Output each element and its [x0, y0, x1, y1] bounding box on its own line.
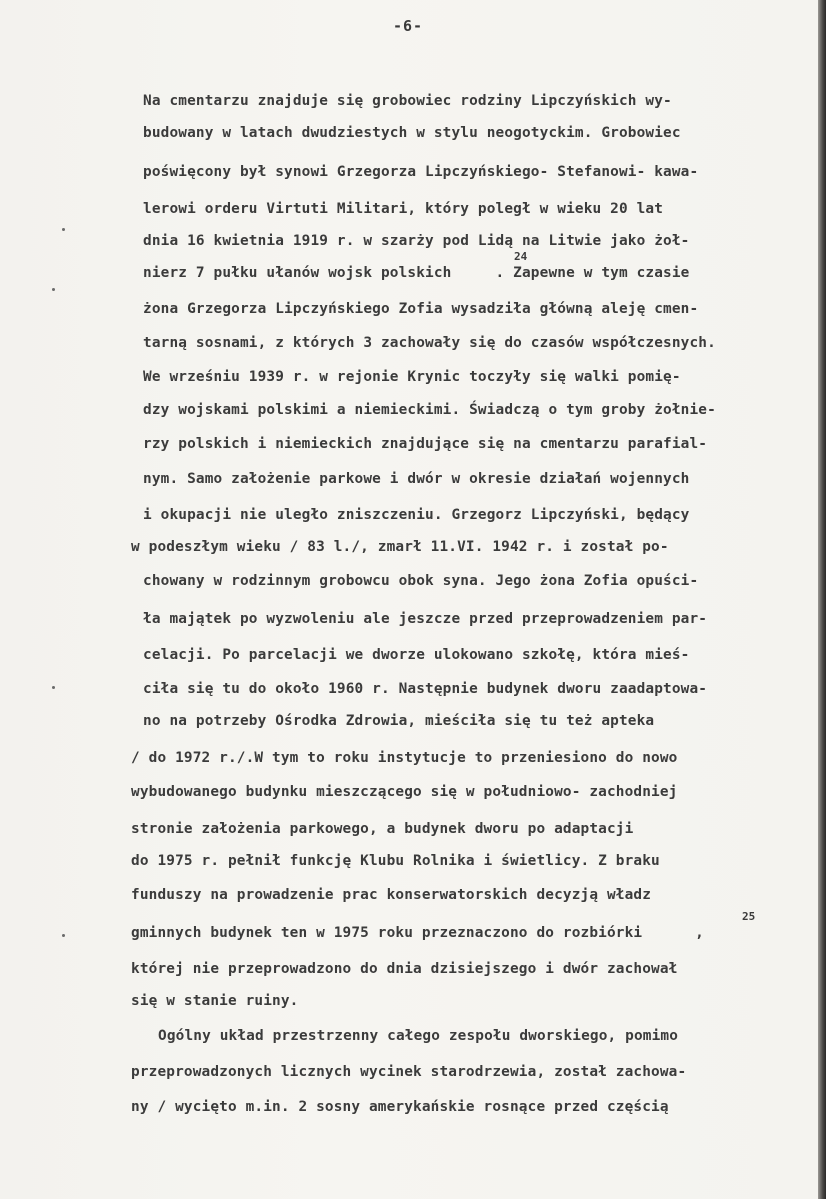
text-line: budowany w latach dwudziestych w stylu neogotyckim. Grobowiec — [143, 125, 681, 141]
text-line: Na cmentarzu znajduje się grobowiec rodziny Lipczyńskich wy- — [143, 93, 672, 109]
text-line: chowany w rodzinnym grobowcu obok syna. Jego żona Zofia opuści- — [143, 573, 699, 589]
footnote-marker: 24 — [514, 250, 528, 263]
text-line: poświęcony był synowi Grzegorza Lipczyńskiego- Stefanowi- kawa- — [143, 164, 699, 180]
text-line: / do 1972 r./.W tym to roku instytucje to przeniesiono do nowo — [131, 750, 678, 766]
paper-speck — [62, 228, 65, 231]
text-line: gminnych budynek ten w 1975 roku przeznaczono do rozbiórki , — [131, 925, 704, 941]
text-line: nierz 7 pułku ułanów wojsk polskich . Zapewne w tym czasie — [143, 265, 690, 281]
text-line: Ogólny układ przestrzenny całego zespołu dworskiego, pomimo — [158, 1028, 679, 1044]
text-line: wybudowanego budynku mieszczącego się w południowo- zachodniej — [131, 784, 678, 800]
text-line: tarną sosnami, z których 3 zachowały się do czasów współczesnych. — [143, 335, 716, 351]
text-line: ny / wycięto m.in. 2 sosny amerykańskie rosnące przed częścią — [131, 1099, 669, 1115]
text-line: ciła się tu do około 1960 r. Następnie budynek dworu zaadaptowa- — [143, 681, 708, 697]
text-line: stronie założenia parkowego, a budynek dworu po adaptacji — [131, 821, 634, 837]
text-line: funduszy na prowadzenie prac konserwatorskich decyzją władz — [131, 887, 652, 903]
paper-speck — [52, 288, 55, 291]
text-line: ła majątek po wyzwoleniu ale jeszcze przed przeprowadzeniem par- — [143, 611, 708, 627]
text-line: rzy polskich i niemieckich znajdujące się na cmentarzu parafial- — [143, 436, 708, 452]
paper-speck — [62, 934, 65, 937]
footnote-marker: 25 — [742, 910, 756, 923]
text-line: się w stanie ruiny. — [131, 993, 299, 1009]
text-line: do 1975 r. pełnił funkcję Klubu Rolnika i świetlicy. Z braku — [131, 853, 660, 869]
text-line: przeprowadzonych licznych wycinek starodrzewia, został zachowa- — [131, 1064, 687, 1080]
text-line: lerowi orderu Virtuti Militari, który poległ w wieku 20 lat — [143, 201, 664, 217]
scan-edge-shadow — [818, 0, 826, 1199]
page-number: -6- — [393, 17, 424, 35]
paper-speck — [52, 686, 55, 689]
text-line: We wrześniu 1939 r. w rejonie Krynic toczyły się walki pomię- — [143, 369, 681, 385]
text-line: i okupacji nie uległo zniszczeniu. Grzegorz Lipczyński, będący — [143, 507, 690, 523]
text-line: no na potrzeby Ośrodka Zdrowia, mieściła się tu też apteka — [143, 713, 655, 729]
text-line: dzy wojskami polskimi a niemieckimi. Świadczą o tym groby żołnie- — [143, 402, 716, 418]
text-line: żona Grzegorza Lipczyńskiego Zofia wysadziła główną aleję cmen- — [143, 301, 699, 317]
text-line: dnia 16 kwietnia 1919 r. w szarży pod Lidą na Litwie jako żoł- — [143, 233, 690, 249]
text-line: której nie przeprowadzono do dnia dzisiejszego i dwór zachował — [131, 961, 678, 977]
text-line: w podeszłym wieku / 83 l./, zmarł 11.VI. 1942 r. i został po- — [131, 539, 669, 555]
text-line: nym. Samo założenie parkowe i dwór w okresie działań wojennych — [143, 471, 690, 487]
text-line: celacji. Po parcelacji we dworze ulokowano szkołę, która mieś- — [143, 647, 690, 663]
